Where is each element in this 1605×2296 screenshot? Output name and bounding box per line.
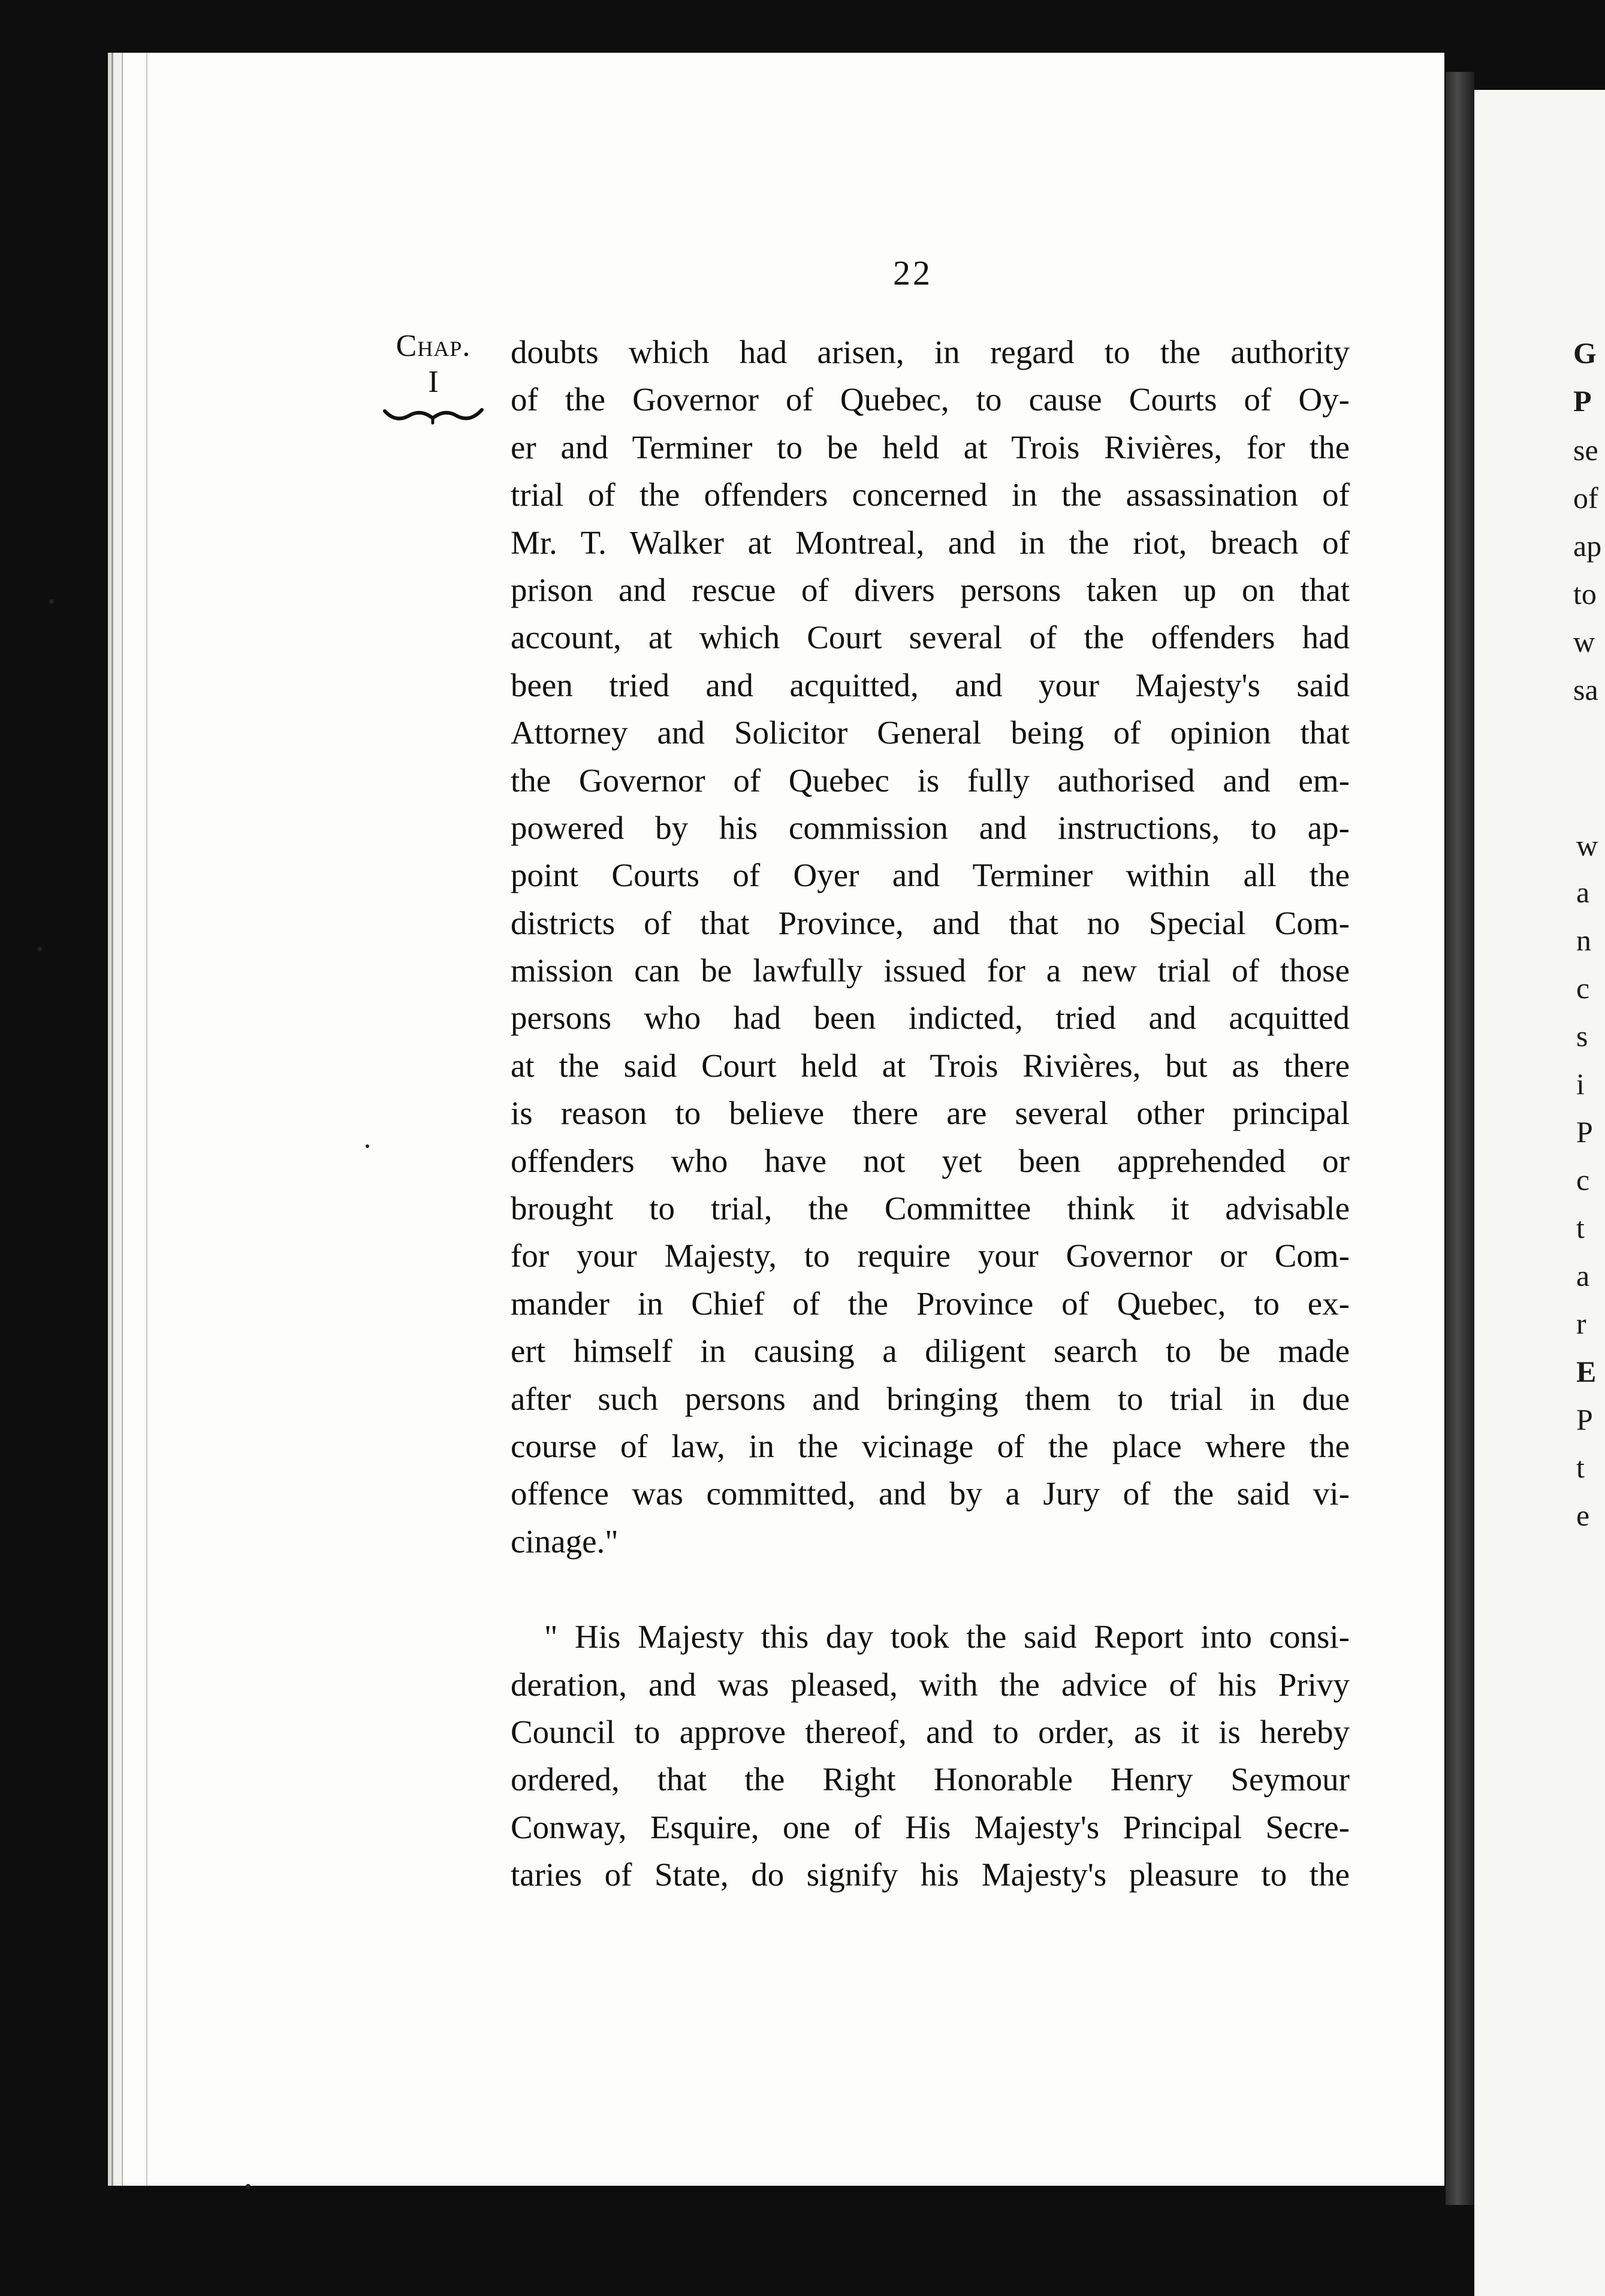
scan-speck [49, 599, 54, 604]
facing-page-text: sa [1573, 673, 1598, 706]
body-text [511, 328, 1350, 1899]
facing-page-text: s [1576, 1019, 1588, 1053]
brace-ornament-icon [382, 403, 484, 427]
text-line: doubts which had arisen, in regard to the authority [511, 334, 1350, 370]
facing-page-text: e [1576, 1499, 1590, 1532]
text-line: ordered, that the Right Honorable Henry Seymour [511, 1761, 1350, 1798]
facing-page-text: a [1576, 1259, 1590, 1292]
text-line: for your Majesty, to require your Governor or Com- [511, 1237, 1350, 1274]
text-line: mission can be lawfully issued for a new trial of those [511, 952, 1350, 989]
scan-speck [246, 2184, 251, 2189]
text-line: powered by his commission and instructions, to ap- [511, 809, 1350, 846]
text-line: point Courts of Oyer and Terminer within all the [511, 857, 1350, 894]
text-line: persons who had been indicted, tried and acquitted [511, 999, 1350, 1037]
text-line: offenders who have not yet been apprehended or [511, 1142, 1350, 1179]
facing-page-text: i [1576, 1067, 1585, 1101]
facing-page-text: t [1576, 1211, 1585, 1244]
text-line: trial of the offenders concerned in the assassination of [511, 476, 1350, 513]
chapter-label: Chap. [396, 329, 471, 363]
text-line: Conway, Esquire, one of His Majesty's Principal Secre- [511, 1808, 1350, 1845]
text-line: Council to approve thereof, and to order, as it is hereby [511, 1713, 1350, 1750]
facing-page-text: a [1576, 875, 1590, 909]
text-line: districts of that Province, and that no Special Com- [511, 904, 1350, 941]
text-line: mander in Chief of the Province of Quebec, to ex- [511, 1285, 1350, 1322]
facing-page-text: G [1573, 336, 1597, 370]
facing-page-fragment [1474, 90, 1605, 2296]
facing-page-text: c [1576, 971, 1590, 1005]
text-line: after such persons and bringing them to trial in due [511, 1380, 1350, 1417]
chapter-number: I [428, 365, 439, 399]
facing-page-text: of [1573, 481, 1598, 515]
facing-page-text: P [1576, 1403, 1593, 1436]
page-number: 22 [893, 253, 933, 292]
text-line: deration, and was pleased, with the advice of his Privy [511, 1666, 1350, 1703]
text-line: taries of State, do signify his Majesty's pleasure to the [511, 1856, 1350, 1893]
text-line: er and Terminer to be held at Trois Rivières, for the [511, 428, 1350, 466]
facing-page-text: ap [1573, 529, 1602, 563]
text-line: offence was committed, and by a Jury of the said vi- [511, 1475, 1350, 1512]
facing-page-text: se [1573, 433, 1598, 467]
text-line: account, at which Court several of the offenders had [511, 619, 1350, 656]
text-line: at the said Court held at Trois Rivières, but as there [511, 1047, 1350, 1084]
facing-page-text: c [1576, 1163, 1590, 1197]
facing-page-text: n [1576, 923, 1591, 957]
text-line: prison and rescue of divers persons taken up on that [511, 571, 1350, 608]
facing-page-text: P [1576, 1115, 1593, 1149]
scan-speck [366, 1144, 369, 1148]
text-line: Mr. T. Walker at Montreal, and in the riot, breach of [511, 524, 1350, 561]
margin-note [376, 328, 490, 427]
facing-page-text: w [1576, 829, 1598, 862]
facing-page-text: w [1573, 625, 1595, 658]
book-gutter [1446, 72, 1474, 2205]
facing-page-text: E [1576, 1355, 1597, 1388]
text-line: " His Majesty this day took the said Report into consi- [544, 1618, 1350, 1655]
text-line: been tried and acquitted, and your Majesty's said [511, 666, 1350, 703]
facing-page-text: r [1576, 1307, 1586, 1340]
text-line: ert himself in causing a diligent search to be made [511, 1333, 1350, 1370]
text-line: cinage." [511, 1522, 619, 1560]
facing-page-text: t [1576, 1451, 1585, 1484]
text-line: the Governor of Quebec is fully authorised and em- [511, 762, 1350, 799]
text-line: of the Governor of Quebec, to cause Courts of Oy- [511, 381, 1350, 418]
text-line: course of law, in the vicinage of the place where the [511, 1427, 1350, 1464]
facing-page-text: P [1573, 384, 1592, 418]
facing-page-text: to [1573, 577, 1597, 611]
scan-speck [37, 947, 42, 951]
text-line: Attorney and Solicitor General being of opinion that [511, 714, 1350, 751]
text-line: is reason to believe there are several other principal [511, 1095, 1350, 1132]
text-line: brought to trial, the Committee think it advisable [511, 1190, 1350, 1227]
